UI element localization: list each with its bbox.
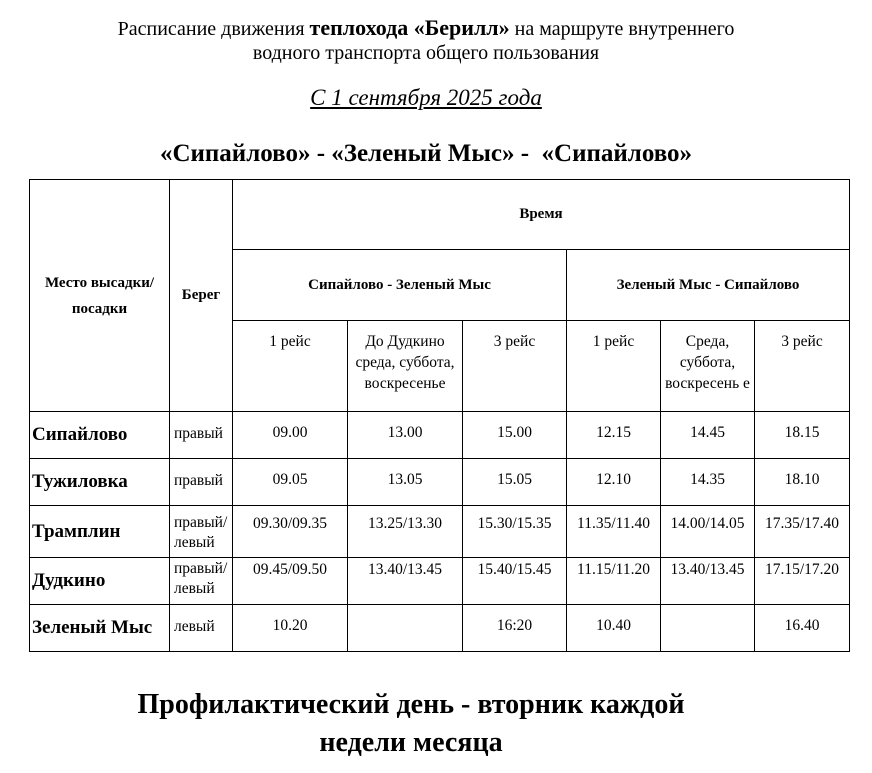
stop-name: Зеленый Мыс xyxy=(30,605,170,652)
notice-line-2: недели месяца xyxy=(319,727,503,758)
table-row xyxy=(30,459,850,506)
bank-side: правый xyxy=(170,412,233,459)
time-cell: 10.40 xyxy=(567,605,661,652)
col-header-bank: Берег xyxy=(170,180,233,412)
time-cell: 13.05 xyxy=(348,459,463,506)
time-cell: 17.35/17.40 xyxy=(755,506,850,558)
time-cell: 11.15/11.20 xyxy=(567,558,661,605)
time-cell: 17.15/17.20 xyxy=(755,558,850,605)
trip-header: 3 рейс xyxy=(463,321,567,412)
notice-line-1: Профилактический день - вторник каждой xyxy=(137,689,685,720)
trip-header: 1 рейс xyxy=(233,321,348,412)
schedule-header xyxy=(0,16,852,65)
bank-side: левый xyxy=(170,605,233,652)
trip-header: 1 рейс xyxy=(567,321,661,412)
time-cell: 09.05 xyxy=(233,459,348,506)
col-header-place: Место высадки/посадки xyxy=(30,180,170,412)
time-cell: 15.30/15.35 xyxy=(463,506,567,558)
time-cell: 11.35/11.40 xyxy=(567,506,661,558)
stop-name: Тужиловка xyxy=(30,459,170,506)
header-text-post: на маршруте внутреннего xyxy=(509,18,735,40)
time-cell xyxy=(661,605,755,652)
effective-date: С 1 сентября 2025 года xyxy=(310,85,542,110)
time-cell: 14.00/14.05 xyxy=(661,506,755,558)
table-row xyxy=(30,558,850,605)
time-cell: 15.40/15.45 xyxy=(463,558,567,605)
maintenance-notice xyxy=(0,686,822,762)
ship-name: теплохода «Берилл» xyxy=(309,15,510,40)
route-title: «Сипайлово» - «Зеленый Мыс» - «Сипайлово» xyxy=(159,140,693,167)
stop-name: Трамплин xyxy=(30,506,170,558)
time-cell: 09.00 xyxy=(233,412,348,459)
time-cell: 13.40/13.45 xyxy=(661,558,755,605)
header-row-1 xyxy=(30,180,850,250)
bank-side: правый/ левый xyxy=(170,506,233,558)
bank-side: правый/ левый xyxy=(170,558,233,605)
trip-header: Среда, суббота, воскресень е xyxy=(661,321,755,412)
time-cell: 14.45 xyxy=(661,412,755,459)
table-row xyxy=(30,506,850,558)
table-row xyxy=(30,605,850,652)
time-cell: 18.15 xyxy=(755,412,850,459)
time-cell: 15.05 xyxy=(463,459,567,506)
trip-header: До Дудкино среда, суббота, воскресенье xyxy=(348,321,463,412)
time-cell: 09.45/09.50 xyxy=(233,558,348,605)
direction-zeleny-mys-sipaylovo: Зеленый Мыс - Сипайлово xyxy=(567,250,850,321)
time-cell: 14.35 xyxy=(661,459,755,506)
time-cell: 15.00 xyxy=(463,412,567,459)
time-cell: 16:20 xyxy=(463,605,567,652)
time-cell: 16.40 xyxy=(755,605,850,652)
header-line-2: водного транспорта общего пользования xyxy=(252,42,600,64)
header-text-pre: Расписание движения xyxy=(117,18,310,40)
col-header-time: Время xyxy=(233,180,850,250)
stop-name: Дудкино xyxy=(30,558,170,605)
bank-side: правый xyxy=(170,459,233,506)
stop-name: Сипайлово xyxy=(30,412,170,459)
time-cell: 13.25/13.30 xyxy=(348,506,463,558)
time-cell: 18.10 xyxy=(755,459,850,506)
time-cell: 13.40/13.45 xyxy=(348,558,463,605)
time-cell: 09.30/09.35 xyxy=(233,506,348,558)
time-cell: 10.20 xyxy=(233,605,348,652)
trip-header: 3 рейс xyxy=(755,321,850,412)
time-cell: 12.10 xyxy=(567,459,661,506)
time-cell: 12.15 xyxy=(567,412,661,459)
time-cell: 13.00 xyxy=(348,412,463,459)
table-row xyxy=(30,412,850,459)
header-line-1 xyxy=(0,16,852,41)
direction-sipaylovo-zeleny-mys: Сипайлово - Зеленый Мыс xyxy=(233,250,567,321)
time-cell xyxy=(348,605,463,652)
schedule-table xyxy=(29,179,850,652)
